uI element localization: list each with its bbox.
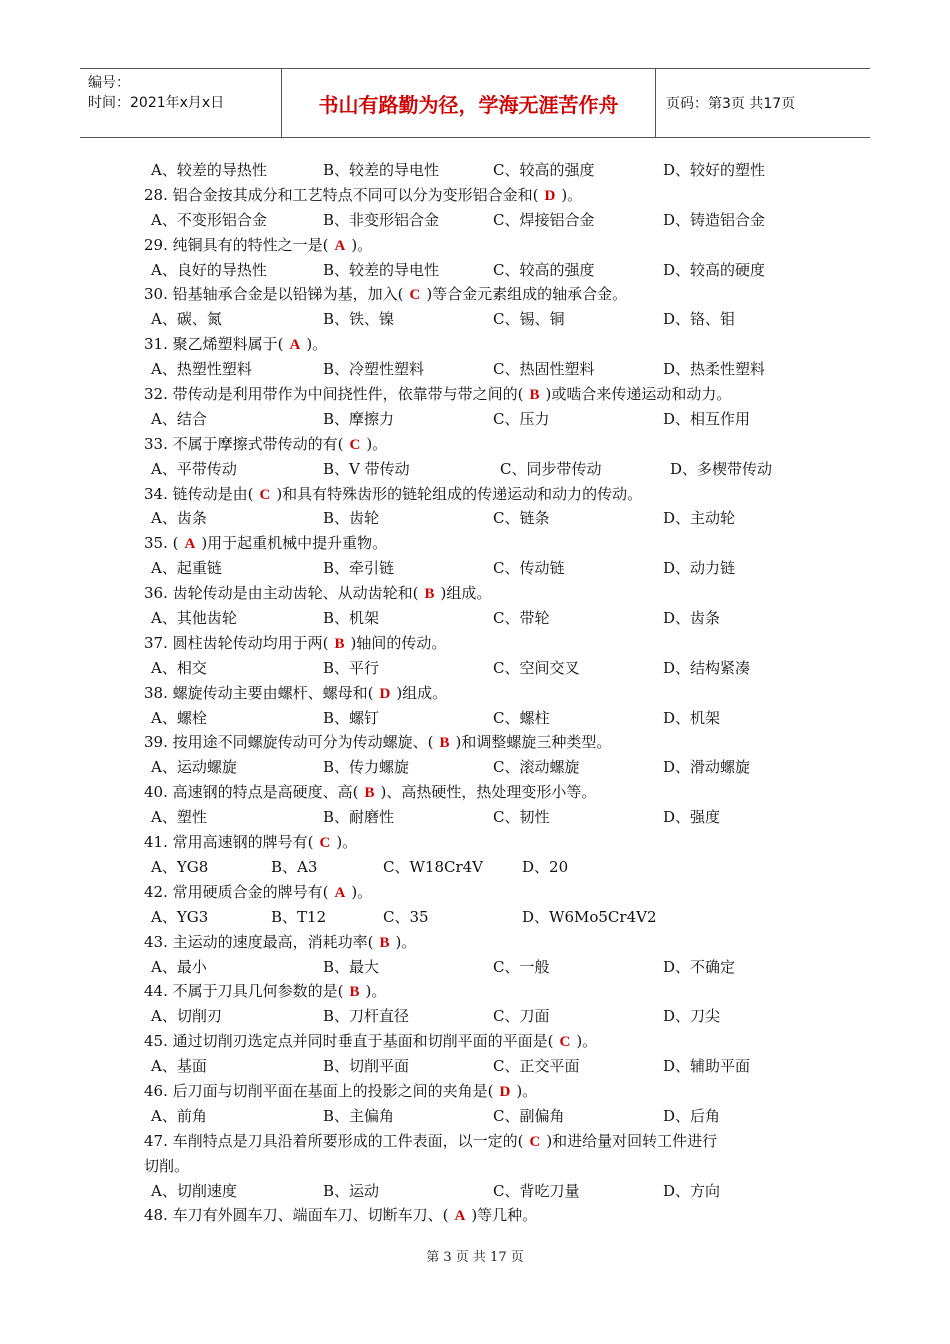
option-b: B、摩擦力 xyxy=(323,409,395,428)
options-line xyxy=(143,905,823,930)
page-header xyxy=(80,68,870,138)
question-text: 41. 常用高速钢的牌号有( xyxy=(144,833,314,852)
option-a: A、相交 xyxy=(151,658,207,677)
answer-letter: B xyxy=(334,635,345,652)
answer-letter: D xyxy=(499,1083,511,1100)
question-text-tail: )组成。 xyxy=(440,584,492,603)
option-c: C、刀面 xyxy=(493,1007,550,1026)
question-text: 33. 不属于摩擦式带传动的有( xyxy=(144,434,344,453)
question-line xyxy=(143,1203,823,1228)
time-label: 时间：2021年x月x日 xyxy=(88,95,225,111)
options-line xyxy=(143,955,823,980)
option-d: D、刀尖 xyxy=(663,1007,721,1026)
answer-letter: B xyxy=(364,785,375,802)
option-b: B、非变形铝合金 xyxy=(323,210,440,229)
option-c: C、副偏角 xyxy=(493,1106,565,1125)
option-c: C、一般 xyxy=(493,957,550,976)
header-page-info: 页码：第3页 共17页 xyxy=(666,96,796,112)
question-text-tail: )和具有特殊齿形的链轮组成的传递运动和动力的传动。 xyxy=(276,484,643,503)
question-text: 44. 不属于刀具几何参数的是( xyxy=(144,982,344,1001)
option-d: D、较高的硬度 xyxy=(663,260,766,279)
question-text: 29. 纯铜具有的特性之一是( xyxy=(144,235,329,254)
question-text: 47. 车削特点是刀具沿着所要形成的工件表面，以一定的( xyxy=(144,1131,524,1150)
option-a: A、基面 xyxy=(151,1057,207,1076)
option-c: C、背吃刀量 xyxy=(493,1181,580,1200)
number-label: 编号： xyxy=(88,75,130,91)
option-b: B、V 带传动 xyxy=(323,459,410,478)
question-line xyxy=(143,332,823,357)
options-line xyxy=(143,556,823,581)
option-a: A、不变形铝合金 xyxy=(151,210,267,229)
option-b: B、机架 xyxy=(323,609,380,628)
question-text: 40. 高速钢的特点是高硬度、高( xyxy=(144,783,359,802)
question-line xyxy=(143,183,823,208)
answer-letter: C xyxy=(409,287,421,304)
option-c: C、同步带传动 xyxy=(500,459,602,478)
header-meta xyxy=(80,69,282,137)
answer-letter: C xyxy=(349,436,361,453)
question-text-tail: )或啮合来传递运动和动力。 xyxy=(545,385,732,404)
options-line xyxy=(143,208,823,233)
option-d: D、20 xyxy=(522,857,569,876)
question-text: 35. ( xyxy=(144,534,179,553)
option-a: A、平带传动 xyxy=(151,459,237,478)
option-c: C、传动链 xyxy=(493,559,565,578)
question-text-tail: )。 xyxy=(561,185,583,204)
question-text-tail: )。 xyxy=(336,833,358,852)
answer-letter: A xyxy=(334,237,346,254)
answer-letter: B xyxy=(529,387,540,404)
question-text-tail: )等几种。 xyxy=(471,1206,538,1225)
option-c: C、焊接铝合金 xyxy=(493,210,595,229)
answer-letter: A xyxy=(454,1208,466,1225)
question-list xyxy=(143,158,823,1228)
options-line xyxy=(143,1179,823,1204)
options-line xyxy=(143,755,823,780)
option-c: C、韧性 xyxy=(493,808,550,827)
question-text-tail: )。 xyxy=(365,982,387,1001)
question-text-tail: )。 xyxy=(366,434,388,453)
option-d: D、结构紧凑 xyxy=(663,658,751,677)
answer-letter: B xyxy=(379,934,390,951)
answer-letter: C xyxy=(319,835,331,852)
option-a: A、切削速度 xyxy=(151,1181,237,1200)
question-text: 31. 聚乙烯塑料属于( xyxy=(144,335,284,354)
option-b: B、铁、镍 xyxy=(323,310,395,329)
option-c: C、滚动螺旋 xyxy=(493,758,580,777)
page-footer: 第 3 页 共 17 页 xyxy=(426,1250,524,1265)
option-c: C、空间交叉 xyxy=(493,658,580,677)
options-line xyxy=(143,407,823,432)
question-text: 28. 铝合金按其成分和工艺特点不同可以分为变形铝合金和( xyxy=(144,185,539,204)
option-c: C、较高的强度 xyxy=(493,260,595,279)
option-c: C、螺柱 xyxy=(493,708,550,727)
option-d: D、较好的塑性 xyxy=(663,161,766,179)
option-b: B、A3 xyxy=(271,857,318,876)
question-line xyxy=(143,1029,823,1054)
question-text-tail: )组成。 xyxy=(396,683,448,702)
question-text-tail: )轴间的传动。 xyxy=(350,633,447,652)
answer-letter: C xyxy=(259,486,271,503)
answer-letter: D xyxy=(544,187,556,204)
options-line xyxy=(143,457,823,482)
option-a: A、热塑性塑料 xyxy=(151,360,252,379)
option-b: B、传力螺旋 xyxy=(323,758,410,777)
option-c: C、热固性塑料 xyxy=(493,360,595,379)
options-line xyxy=(143,1004,823,1029)
question-text: 43. 主运动的速度最高，消耗功率( xyxy=(144,932,374,951)
option-a: A、最小 xyxy=(151,957,207,976)
option-c: C、35 xyxy=(383,907,429,926)
question-text: 32. 带传动是利用带作为中间挠性件，依靠带与带之间的( xyxy=(144,385,524,404)
question-text: 48. 车刀有外圆车刀、端面车刀、切断车刀、( xyxy=(144,1206,449,1225)
answer-letter: B xyxy=(424,586,435,603)
option-a: A、碳、氮 xyxy=(151,310,222,329)
options-line xyxy=(143,506,823,531)
question-text-tail: )用于起重机械中提升重物。 xyxy=(201,534,388,553)
option-d: D、铬、钼 xyxy=(663,310,736,329)
question-text-tail: )。 xyxy=(516,1081,538,1100)
question-line xyxy=(143,979,823,1004)
option-a: A、其他齿轮 xyxy=(151,609,237,628)
option-d: D、W6Mo5Cr4V2 xyxy=(522,907,657,926)
answer-letter: A xyxy=(289,337,301,354)
question-text-tail: )。 xyxy=(306,335,328,354)
option-d: D、辅助平面 xyxy=(663,1057,751,1076)
option-d: D、不确定 xyxy=(663,957,736,976)
question-line xyxy=(143,780,823,805)
options-line xyxy=(143,606,823,631)
option-a: A、YG3 xyxy=(151,907,209,926)
answer-letter: C xyxy=(559,1034,571,1051)
option-d: D、铸造铝合金 xyxy=(663,210,766,229)
option-c: C、带轮 xyxy=(493,609,550,628)
option-a: A、运动螺旋 xyxy=(151,758,237,777)
option-c: C、链条 xyxy=(493,509,550,528)
question-text: 45. 通过切削刃选定点并同时垂直于基面和切削平面的平面是( xyxy=(144,1032,554,1051)
question-text: 36. 齿轮传动是由主动齿轮、从动齿轮和( xyxy=(144,584,419,603)
question-text: 34. 链传动是由( xyxy=(144,484,254,503)
question-text: 37. 圆柱齿轮传动均用于两( xyxy=(144,633,329,652)
option-d: D、动力链 xyxy=(663,559,736,578)
header-motto: 书山有路勤为径，学海无涯苦作舟 xyxy=(282,69,656,137)
option-d: D、机架 xyxy=(663,708,721,727)
option-d: D、热柔性塑料 xyxy=(663,360,766,379)
option-a: A、良好的导热性 xyxy=(151,260,267,279)
options-line xyxy=(143,805,823,830)
option-b: B、齿轮 xyxy=(323,509,380,528)
question-line xyxy=(143,631,823,656)
question-text: 42. 常用硬质合金的牌号有( xyxy=(144,882,329,901)
question-line xyxy=(143,531,823,556)
option-b: B、冷塑性塑料 xyxy=(323,360,425,379)
option-d: D、后角 xyxy=(663,1106,721,1125)
question-text: 38. 螺旋传动主要由螺杆、螺母和( xyxy=(144,683,374,702)
question-text-tail: )。 xyxy=(395,932,417,951)
option-b: B、最大 xyxy=(323,957,380,976)
option-b: B、螺钉 xyxy=(323,708,380,727)
options-line xyxy=(143,855,823,880)
option-b: B、耐磨性 xyxy=(323,808,395,827)
question-line xyxy=(143,730,823,755)
question-text-tail: )。 xyxy=(351,235,373,254)
question-text-tail: )。 xyxy=(351,882,373,901)
question-line xyxy=(143,482,823,507)
option-b: B、刀杆直径 xyxy=(323,1007,410,1026)
answer-letter: D xyxy=(379,685,391,702)
question-text-tail: )和调整螺旋三种类型。 xyxy=(455,733,612,752)
options-line xyxy=(143,357,823,382)
question-text-tail: )、高热硬性，热处理变形小等。 xyxy=(380,783,597,802)
question-line xyxy=(143,1079,823,1104)
question-line xyxy=(143,382,823,407)
question-text: 30. 铅基轴承合金是以铅锑为基，加入( xyxy=(144,285,404,304)
question-line xyxy=(143,1129,823,1154)
question-line xyxy=(143,581,823,606)
option-d: D、滑动螺旋 xyxy=(663,758,751,777)
option-b: B、平行 xyxy=(323,658,380,677)
question-text-tail: )。 xyxy=(576,1032,598,1051)
answer-letter: B xyxy=(349,984,360,1001)
question-line xyxy=(143,282,823,307)
answer-letter: C xyxy=(529,1133,541,1150)
option-b: B、切削平面 xyxy=(323,1057,410,1076)
option-a: A、YG8 xyxy=(151,857,209,876)
options-line xyxy=(143,706,823,731)
question-continuation: 切削。 xyxy=(144,1156,190,1175)
options-line xyxy=(143,307,823,332)
options-line xyxy=(143,1104,823,1129)
option-b: B、主偏角 xyxy=(323,1106,395,1125)
option-b: B、较差的导电性 xyxy=(323,260,440,279)
option-c: C、正交平面 xyxy=(493,1057,580,1076)
question-text-tail: )等合金元素组成的轴承合金。 xyxy=(426,285,628,304)
option-c: C、W18Cr4V xyxy=(383,857,484,876)
option-b: B、T12 xyxy=(271,907,327,926)
option-a: A、齿条 xyxy=(151,509,207,528)
options-line xyxy=(143,1054,823,1079)
question-line xyxy=(143,432,823,457)
options-line xyxy=(143,258,823,283)
question-line xyxy=(143,880,823,905)
question-line xyxy=(143,830,823,855)
option-d: D、齿条 xyxy=(663,609,721,628)
option-d: D、主动轮 xyxy=(663,509,736,528)
option-a: A、结合 xyxy=(151,409,207,428)
option-a: A、起重链 xyxy=(151,559,222,578)
question-text-tail: )和进给量对回转工件进行 xyxy=(546,1131,718,1150)
option-c: C、锡、铜 xyxy=(493,310,565,329)
option-d: D、多楔带传动 xyxy=(670,459,773,478)
options-line xyxy=(143,158,823,183)
answer-letter: B xyxy=(439,735,450,752)
options-line xyxy=(143,656,823,681)
option-a: A、切削刃 xyxy=(151,1007,222,1026)
option-d: D、方向 xyxy=(663,1181,721,1200)
question-line xyxy=(143,681,823,706)
option-c: C、压力 xyxy=(493,409,550,428)
answer-letter: A xyxy=(334,884,346,901)
option-c: C、较高的强度 xyxy=(493,161,595,179)
option-a: A、较差的导热性 xyxy=(151,161,267,179)
question-line xyxy=(143,233,823,258)
option-a: A、塑性 xyxy=(151,808,207,827)
question-text: 46. 后刀面与切削平面在基面上的投影之间的夹角是( xyxy=(144,1081,494,1100)
option-b: B、运动 xyxy=(323,1181,380,1200)
option-b: B、较差的导电性 xyxy=(323,161,440,179)
option-d: D、相互作用 xyxy=(663,409,751,428)
option-a: A、螺栓 xyxy=(151,708,207,727)
option-d: D、强度 xyxy=(663,808,721,827)
option-a: A、前角 xyxy=(151,1106,207,1125)
option-b: B、牵引链 xyxy=(323,559,395,578)
question-line xyxy=(143,930,823,955)
answer-letter: A xyxy=(184,536,196,553)
question-text: 39. 按用途不同螺旋传动可分为传动螺旋、( xyxy=(144,733,434,752)
